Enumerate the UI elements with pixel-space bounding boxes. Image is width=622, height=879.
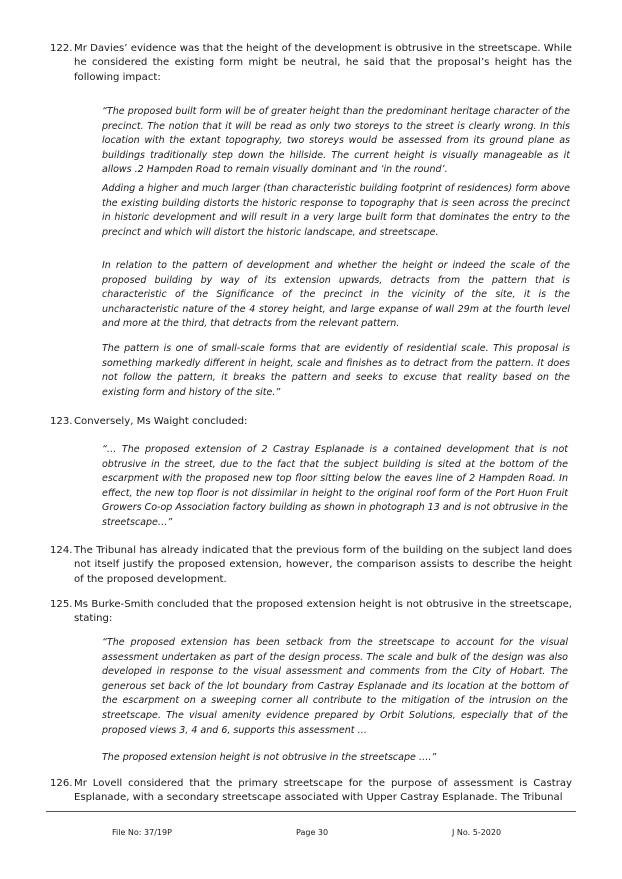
quote-davies-3: In relation to the pattern of development and whether the height or indeed the scale of the proposed building by way of its extension upwards, detracts from the pattern that is characteristic of the Significance of the precinct in the vicinity of the site, it is the uncharacteristic nature of the 4 storey height, and large expanse of wall 29m at the fourth level and more at the third, that detracts from the relevant pattern. (102, 260, 570, 330)
paragraph-text: The Tribunal has already indicated that the previous form of the building on the subject land does not itself justify the proposed extension, however, the comparison assists to describe the height of the proposed development. (74, 545, 572, 585)
quote-davies-1: “The proposed built form will be of greater height than the predominant heritage character of the precinct. The notion that it will be read as only two storeys to the street is clearly wrong. In this location with the extant topography, two storeys would be assessed from its ground plane as buildings traditionally step down the hillside. The current height is visually manageable as it allows .2 Hampden Road to remain visually dominant and ‘in the round’. (102, 106, 570, 176)
footer-page-number: Page 30 (296, 828, 329, 837)
paragraph-124 (50, 544, 572, 587)
paragraph-number: 124. (50, 545, 73, 556)
paragraph-125 (50, 598, 572, 627)
paragraph-text: Mr Davies’ evidence was that the height of the development is obtrusive in the streetscape. While he considered the existing form might be neutral, he said that the proposal’s height has the following impact: (74, 43, 572, 83)
paragraph-number: 125. (50, 599, 73, 610)
paragraph-text: Mr Lovell considered that the primary streetscape for the purpose of assessment is Castray Esplanade, with a secondary streetscape associated with Upper Castray Esplanade. The Tribunal (74, 778, 572, 804)
quote-davies-2: Adding a higher and much larger (than characteristic building footprint of residences) form above the existing building distorts the historic response to topography that is seen across the precinct in historic development and will result in a very large built form that dominates the entry to the precinct and which will distort the historic landscape, and streetscape. (102, 183, 570, 238)
footer-divider (46, 811, 576, 812)
paragraph-126 (50, 777, 572, 806)
quote-burke-smith-2: The proposed extension height is not obtrusive in the streetscape ….” (102, 752, 437, 763)
quote-waight: “… The proposed extension of 2 Castray Esplanade is a contained development that is not obtrusive in the street, due to the fact that the subject building is sited at the bottom of the escarpment with the proposed new top floor sitting below the eaves line of 2 Hampden Road. In effect, the new top floor is not dissimilar in height to the original roof form of the Port Huon Fruit Growers Co-op Association factory building as shown in photograph 13 and is not obtrusive in the streetscape…” (102, 444, 568, 528)
paragraph-number: 123. (50, 416, 73, 427)
paragraph-text: Conversely, Ms Waight concluded: (74, 416, 248, 427)
paragraph-number: 122. (50, 43, 73, 54)
paragraph-122 (50, 42, 572, 85)
quote-burke-smith-1: “The proposed extension has been setback from the streetscape to account for the visual assessment undertaken as part of the design process. The scale and bulk of the design was also developed in response to the visual assessment and comments from the City of Hobart. The generous set back of the lot boundary from Castray Esplanade and its location at the bottom of the escarpment on a sweeping corner all contribute to the mitigation of the intrusion on the streetscape. The visual amenity evidence prepared by Orbit Solutions, especially that of the proposed views 3, 4 and 6, supports this assessment … (102, 637, 568, 736)
footer-file-no: File No: 37/19P (112, 828, 172, 837)
paragraph-text: Ms Burke-Smith concluded that the proposed extension height is not obtrusive in the streetscape, stating: (74, 599, 572, 625)
footer-judgment-no: J No. 5-2020 (452, 828, 502, 837)
quote-davies-4: The pattern is one of small-scale forms that are evidently of residential scale. This proposal is something markedly different in height, scale and finishes as to detract from the pattern. It does not follow the pattern, it breaks the pattern and seeks to excuse that reality based on the existing form and history of the site.” (102, 343, 570, 398)
paragraph-number: 126. (50, 778, 73, 789)
paragraph-123 (50, 415, 572, 429)
